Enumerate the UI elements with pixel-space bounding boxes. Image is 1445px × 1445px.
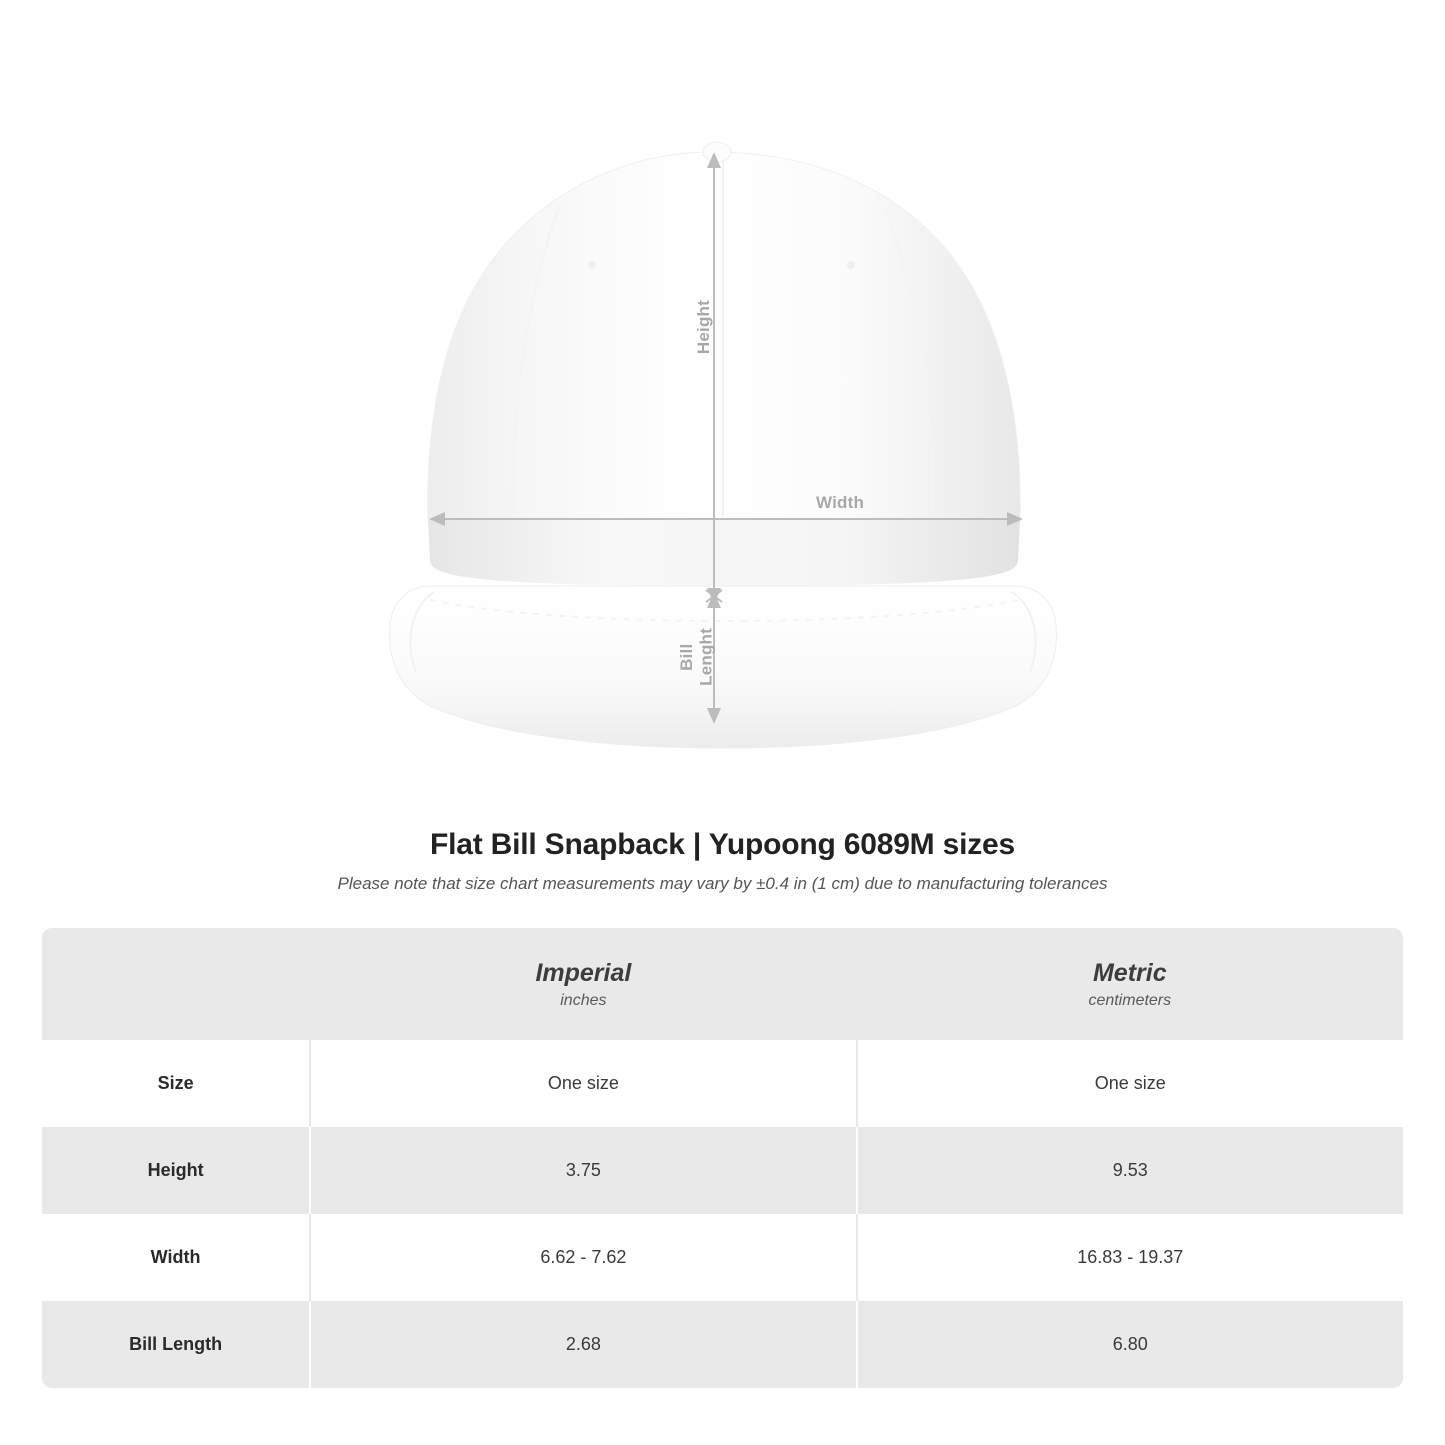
row-metric-value: One size xyxy=(857,1040,1403,1127)
header-metric-unit: centimeters xyxy=(1088,991,1172,1009)
row-imperial-value: 3.75 xyxy=(310,1127,856,1214)
header-corner-cell xyxy=(42,928,310,1040)
title-block xyxy=(0,828,1445,894)
bill-length-label-line2: Lenght xyxy=(696,628,716,686)
row-metric-value: 16.83 - 19.37 xyxy=(857,1214,1403,1301)
row-metric-value: 6.80 xyxy=(857,1301,1403,1388)
size-table-wrapper xyxy=(42,928,1403,1388)
bill-length-label-line1: Bill xyxy=(677,643,696,671)
row-metric-value: 9.53 xyxy=(857,1127,1403,1214)
row-label: Width xyxy=(42,1214,310,1301)
row-label: Height xyxy=(42,1127,310,1214)
table-row xyxy=(42,1040,1403,1127)
row-imperial-value: 6.62 - 7.62 xyxy=(310,1214,856,1301)
row-imperial-value: One size xyxy=(310,1040,856,1127)
size-table xyxy=(42,928,1403,1388)
table-header-row xyxy=(42,928,1403,1040)
table-row xyxy=(42,1301,1403,1388)
page-title: Flat Bill Snapback | Yupoong 6089M sizes xyxy=(429,828,1015,861)
height-dimension-label: Height xyxy=(694,300,713,355)
row-label: Bill Length xyxy=(42,1301,310,1388)
header-imperial-cell xyxy=(310,928,856,1040)
bill-length-dimension-label xyxy=(677,628,716,686)
tolerance-note: Please note that size chart measurements may vary by ±0.4 in (1 cm) due to manufacturing tolerances xyxy=(337,874,1108,893)
row-label: Size xyxy=(42,1040,310,1127)
header-imperial-unit: inches xyxy=(560,991,607,1009)
width-dimension-label: Width xyxy=(816,493,865,512)
table-row xyxy=(42,1127,1403,1214)
row-imperial-value: 2.68 xyxy=(310,1301,856,1388)
table-row xyxy=(42,1214,1403,1301)
header-metric-system: Metric xyxy=(1092,958,1167,987)
header-metric-cell xyxy=(857,928,1403,1040)
header-imperial-system: Imperial xyxy=(535,958,632,987)
